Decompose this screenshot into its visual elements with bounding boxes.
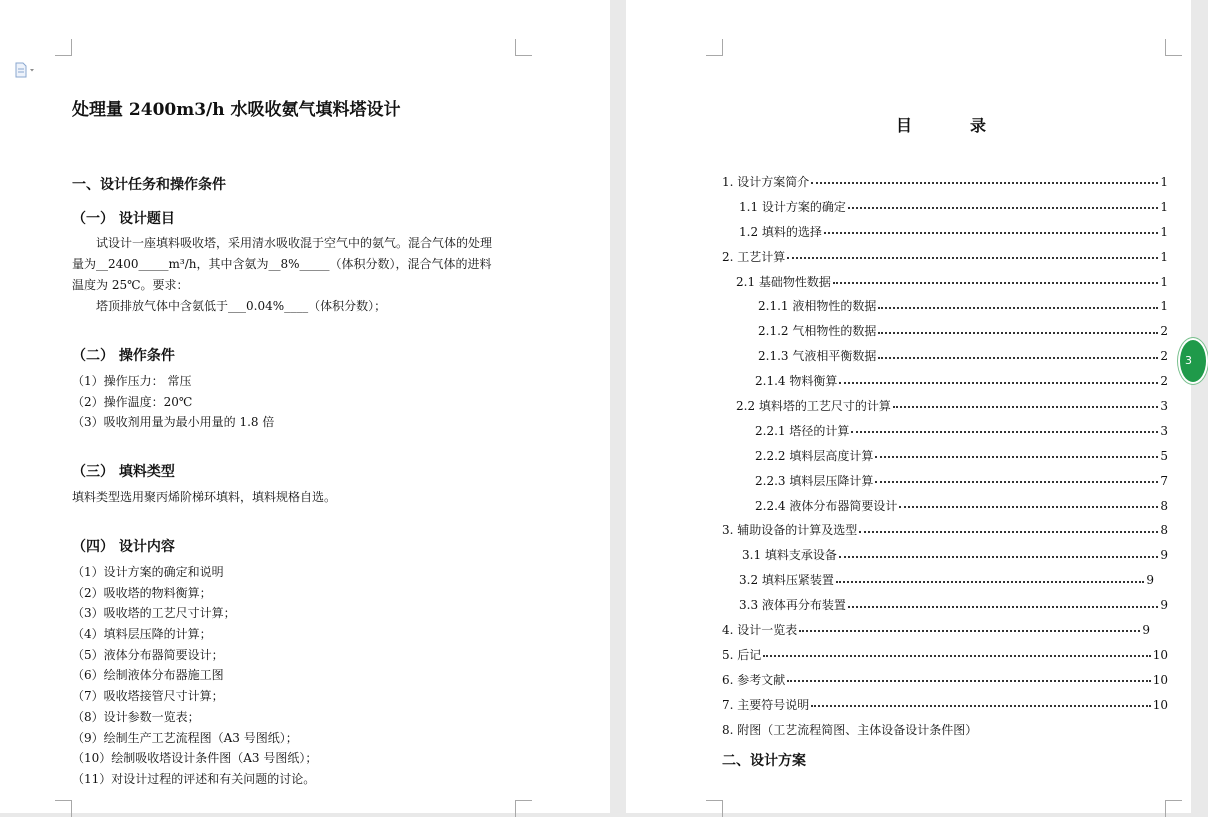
- toc-entry[interactable]: [722, 270, 1168, 295]
- toc-label: 2. 工艺计算: [722, 249, 786, 264]
- toc-leader: [799, 630, 1140, 632]
- toc-page: 1: [1160, 199, 1168, 214]
- toc-leader: [851, 431, 1158, 433]
- toc-entry[interactable]: [722, 195, 1168, 220]
- list-item: （9）绘制生产工艺流程图（A3 号图纸）；: [72, 730, 298, 745]
- toc-page: 3: [1160, 399, 1168, 414]
- toc-page: 10: [1152, 672, 1168, 687]
- toc-entry[interactable]: [722, 469, 1168, 494]
- toc-label: 7. 主要符号说明: [722, 697, 810, 712]
- toc-page: 10: [1152, 697, 1168, 712]
- section-heading-task: 一、设计任务和操作条件: [72, 177, 226, 193]
- packing-line: 填料类型选用聚丙烯阶梯环填料，填料规格自选。: [72, 490, 337, 504]
- toc-leader: [787, 680, 1150, 682]
- toc-leader: [833, 282, 1158, 284]
- packing-text: [72, 487, 336, 508]
- toc-label: 2.2.1 塔径的计算: [755, 423, 850, 438]
- toc-label: 2.1.3 气液相平衡数据: [758, 349, 877, 364]
- toc-leader: [893, 406, 1158, 408]
- toc-label: 2.2.4 液体分布器简要设计: [755, 498, 898, 513]
- toc-leader: [848, 207, 1158, 209]
- toc-page: 2: [1160, 324, 1168, 339]
- toc-page: 9: [1160, 598, 1168, 613]
- toc-entry[interactable]: [722, 394, 1168, 419]
- toc-entry[interactable]: [722, 593, 1168, 618]
- toc-entry[interactable]: [722, 494, 1168, 519]
- toc-leader: [811, 705, 1150, 707]
- document-title: 处理量 2400m3/h 水吸收氨气填料塔设计: [72, 100, 401, 120]
- toc-label: 4. 设计一览表: [722, 623, 798, 638]
- toc-page: 7: [1160, 473, 1168, 488]
- crop-mark: [515, 800, 532, 817]
- subsection-heading-topic: （一） 设计题目: [72, 211, 175, 227]
- toc-label: 3.1 填料支承设备: [742, 548, 837, 563]
- toc-label: 3. 辅助设备的计算及选型: [722, 523, 858, 538]
- crop-mark: [706, 800, 723, 817]
- toc-page: 1: [1160, 299, 1168, 314]
- toc-label: 2.1.4 物料衡算: [755, 374, 838, 389]
- subsection-heading-contents: （四） 设计内容: [72, 539, 175, 555]
- toc-entry[interactable]: [722, 369, 1168, 394]
- toc-leader: [763, 655, 1150, 657]
- toc-entry[interactable]: [722, 643, 1168, 668]
- conditions-list: [72, 371, 274, 433]
- toc-leader: [836, 581, 1144, 583]
- toc-label: 8. 附图（工艺流程简图、主体设备设计条件图）: [722, 722, 978, 737]
- toc-page: 8: [1160, 523, 1168, 538]
- toc-page: 9: [1142, 623, 1150, 638]
- toc-page: 2: [1160, 374, 1168, 389]
- task-line: 试设计一座填料吸收塔，采用清水吸收混于空气中的氨气。混合气体的处理: [96, 236, 493, 250]
- toc-leader: [878, 357, 1158, 359]
- toc-leader: [875, 481, 1158, 483]
- toc-leader: [839, 556, 1158, 558]
- toc-page: 1: [1160, 224, 1168, 239]
- toc-page: 10: [1152, 647, 1168, 662]
- toc-page: 5: [1160, 448, 1168, 463]
- list-item: （7）吸收塔接管尺寸计算；: [72, 689, 224, 704]
- toc-entry[interactable]: [722, 245, 1168, 270]
- toc-label: 2.1 基础物性数据: [736, 274, 831, 289]
- toc-label: 1. 设计方案简介: [722, 175, 810, 189]
- toc-entry[interactable]: [722, 543, 1168, 568]
- toc-label: 2.1.2 气相物性的数据: [758, 324, 877, 339]
- toc-entry[interactable]: [722, 344, 1168, 369]
- list-item: （1）设计方案的确定和说明: [72, 565, 224, 579]
- document-options-icon[interactable]: [14, 62, 36, 78]
- toc-page: 9: [1146, 573, 1154, 588]
- toc-page: 8: [1160, 498, 1168, 513]
- toc-entry[interactable]: [722, 618, 1168, 643]
- toc-leader: [839, 382, 1158, 384]
- toc-label: 2.1.1 液相物性的数据: [758, 299, 877, 314]
- toc-entry[interactable]: [722, 419, 1168, 444]
- toc-page: 1: [1160, 249, 1168, 264]
- list-item: （1）操作压力： 常压: [72, 374, 192, 388]
- toc-label: 2.2.3 填料层压降计算: [755, 473, 874, 488]
- toc-entry[interactable]: [722, 693, 1168, 718]
- toc-page: 2: [1160, 349, 1168, 364]
- toc-leader: [824, 232, 1158, 234]
- toc-label: 6. 参考文献: [722, 672, 786, 687]
- toc-entry[interactable]: [722, 668, 1168, 693]
- toc-page: 9: [1160, 548, 1168, 563]
- list-item: （10）绘制吸收塔设计条件图（A3 号图纸）；: [72, 751, 318, 766]
- toc-entry[interactable]: [722, 294, 1168, 319]
- task-paragraph: [72, 233, 520, 317]
- toc-entry[interactable]: [722, 319, 1168, 344]
- crop-mark: [55, 39, 72, 56]
- list-item: （5）液体分布器简要设计；: [72, 647, 224, 662]
- toc-leader: [899, 506, 1158, 508]
- toc-page: 1: [1160, 175, 1168, 189]
- list-item: （3）吸收剂用量为最小用量的 1.8 倍: [72, 415, 275, 430]
- task-line: 量为__2400_____m³/h，其中含氨为__8%_____（体积分数），混合气体的进料: [72, 257, 492, 271]
- task-line: 温度为 25℃。要求：: [72, 278, 189, 292]
- toc-leader: [878, 307, 1158, 309]
- toc-leader: [875, 456, 1158, 458]
- list-item: （3）吸收塔的工艺尺寸计算；: [72, 606, 236, 621]
- toc-label: 5. 后记: [722, 647, 762, 662]
- toc-page: 1: [1160, 274, 1168, 289]
- toc-leader: [811, 182, 1158, 184]
- list-item: （4）填料层压降的计算；: [72, 627, 212, 642]
- subsection-heading-conditions: （二） 操作条件: [72, 348, 175, 364]
- subsection-heading-packing: （三） 填料类型: [72, 464, 175, 480]
- crop-mark: [515, 39, 532, 56]
- toc-page: 3: [1160, 423, 1168, 438]
- toc-leader: [848, 606, 1158, 608]
- toc-leader: [787, 257, 1158, 259]
- toc-label: 1.1 设计方案的确定: [739, 199, 846, 214]
- toc-label: 3.2 填料压紧装置: [739, 573, 834, 588]
- toc-title: 目录: [896, 116, 1045, 135]
- crop-mark: [1165, 800, 1182, 817]
- crop-mark: [1165, 39, 1182, 56]
- toc-label: 3.3 液体再分布装置: [739, 598, 846, 613]
- table-of-contents: [722, 170, 1168, 742]
- crop-mark: [55, 800, 72, 817]
- floating-assistant-button[interactable]: 3: [1178, 338, 1208, 384]
- toc-leader: [878, 332, 1158, 334]
- toc-entry[interactable]: [722, 568, 1168, 593]
- section-heading-design-scheme: 二、设计方案: [722, 753, 806, 769]
- list-item: （11）对设计过程的评述和有关问题的讨论。: [72, 771, 316, 786]
- list-item: （2）吸收塔的物料衡算；: [72, 585, 212, 600]
- crop-mark: [706, 39, 723, 56]
- design-contents-list: [72, 562, 317, 790]
- toc-label: 2.2 填料塔的工艺尺寸的计算: [736, 399, 891, 414]
- list-item: （2）操作温度：20℃: [72, 394, 193, 409]
- toc-label: 2.2.2 填料层高度计算: [755, 448, 874, 463]
- toc-entry[interactable]: [722, 718, 1168, 743]
- toc-leader: [859, 531, 1158, 533]
- task-line: 塔顶排放气体中含氨低于___0.04%____（体积分数）；: [96, 299, 387, 313]
- toc-entry[interactable]: [722, 518, 1168, 543]
- toc-entry[interactable]: [722, 170, 1168, 195]
- toc-entry[interactable]: [722, 220, 1168, 245]
- toc-label: 1.2 填料的选择: [739, 224, 822, 239]
- list-item: （8）设计参数一览表；: [72, 709, 200, 724]
- list-item: （6）绘制液体分布器施工图: [72, 668, 224, 683]
- toc-entry[interactable]: [722, 444, 1168, 469]
